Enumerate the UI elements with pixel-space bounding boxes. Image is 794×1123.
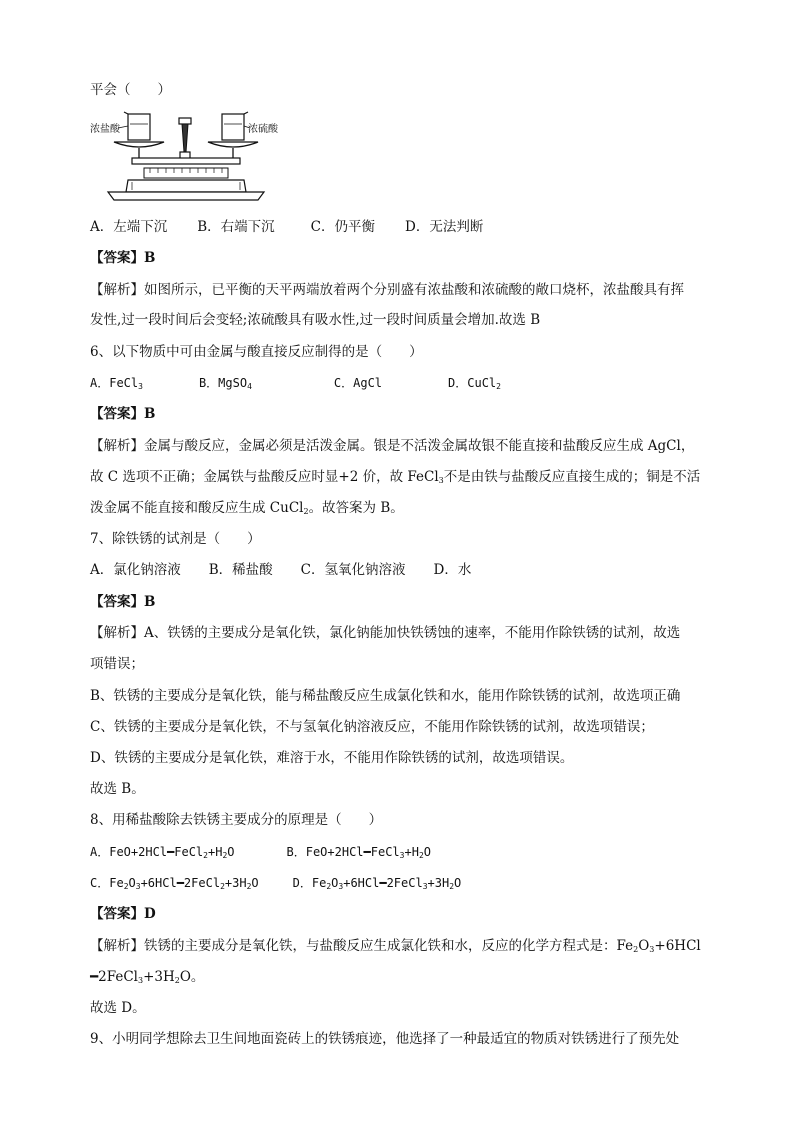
q7-analysis-line-1: 【解析】A、铁锈的主要成分是氧化铁，氯化钠能加快铁锈蚀的速率，不能用作除铁锈的试剂，故选 — [90, 625, 681, 641]
q8-options-row-2 — [90, 873, 461, 897]
q6-options — [90, 373, 501, 397]
left-beaker-label: 浓盐酸 — [90, 124, 120, 135]
q5-options — [90, 217, 483, 237]
q8-option-b: B．$FeO+2HCl━FeCl_3+H_2O$ — [286, 845, 431, 860]
q7-option-a: A．氯化钠溶液 — [90, 562, 181, 578]
q7-analysis-line-5: D、铁锈的主要成分是氧化铁，难溶于水，不能用作除铁锈的试剂，故选项错误。 — [90, 750, 574, 766]
q6-option-b: B．MgSO$_4$ — [198, 376, 252, 391]
q8-analysis-line-3: 故选 D。 — [90, 1000, 146, 1016]
q6-analysis-line-1: 【解析】金属与酸反应，金属必须是活泼金属。银是不活泼金属故银不能直接和盐酸反应生成 AgCl， — [90, 438, 695, 454]
q6-option-c: C．AgCl — [333, 376, 383, 390]
q6-analysis-line-3: 泼金属不能直接和酸反应生成 CuCl$_2$。故答案为 B。 — [90, 500, 404, 516]
q7-option-d: D．水 — [433, 562, 472, 578]
q6-answer: 【答案】B — [90, 406, 156, 422]
balance-figure — [88, 110, 288, 206]
q7-analysis-line-6: 故选 B。 — [90, 781, 145, 797]
q8-analysis-line-2: $━2FeCl_3+3H_2O$。 — [90, 969, 205, 985]
right-beaker-label: 浓硫酸 — [248, 124, 278, 135]
q5-option-d: D．无法判断 — [405, 219, 484, 235]
q5-analysis-line-2: 发性,过一段时间后会变轻;浓硫酸具有吸水性,过一段时间质量会增加.故选 B — [90, 312, 541, 328]
q6-option-a: A．FeCl$_3$ — [90, 376, 143, 391]
q6-analysis-line-2: 故 C 选项不正确；金属铁与盐酸反应时显+2 价，故 FeCl$_3$不是由铁与盐酸反应直接生成的；铜是不活 — [90, 469, 701, 485]
q9-stem: 9、小明同学想除去卫生间地面瓷砖上的铁锈痕迹，他选择了一种最适宜的物质对铁锈进行了预先处 — [90, 1031, 680, 1047]
q6-option-d: D．CuCl$_2$ — [448, 376, 501, 391]
q7-options — [90, 560, 471, 580]
q7-option-b: B．稀盐酸 — [208, 562, 273, 578]
q8-option-c: C．$Fe_2O_3+6HCl━2FeCl_2+3H_2O$ — [90, 876, 259, 891]
q5-option-c: C．仍平衡 — [310, 219, 376, 235]
q6-stem: 6、以下物质中可由金属与酸直接反应制得的是（ ） — [90, 344, 423, 360]
q7-stem: 7、除铁锈的试剂是（ ） — [90, 531, 261, 547]
q7-answer: 【答案】B — [90, 594, 156, 610]
q8-option-a: A．$FeO+2HCl━FeCl_2+H_2O$ — [90, 845, 235, 860]
q7-analysis-line-2: 项错误； — [90, 656, 144, 672]
q5-answer: 【答案】B — [90, 250, 156, 266]
q5-stem-tail: 平会（ ） — [90, 82, 171, 98]
q5-analysis-line-1: 【解析】如图所示，已平衡的天平两端放着两个分别盛有浓盐酸和浓硫酸的敞口烧杯，浓盐酸具有挥 — [90, 282, 684, 298]
q8-option-d: D．$Fe_2O_3+6HCl━2FeCl_3+3H_2O$ — [292, 876, 462, 891]
q7-option-c: C．氢氧化钠溶液 — [300, 562, 406, 578]
q5-option-b: B．右端下沉 — [197, 219, 275, 235]
q5-option-a: A．左端下沉 — [90, 219, 168, 235]
q7-analysis-line-4: C、铁锈的主要成分是氧化铁，不与氢氧化钠溶液反应，不能用作除铁锈的试剂，故选项错误； — [90, 719, 654, 735]
q7-analysis-line-3: B、铁锈的主要成分是氧化铁，能与稀盐酸反应生成氯化铁和水，能用作除铁锈的试剂，故选项正确 — [90, 688, 681, 704]
q8-analysis-line-1: 【解析】铁锈的主要成分是氧化铁，与盐酸反应生成氯化铁和水，反应的化学方程式是：$Fe_2O_3+6HCl$ — [90, 938, 701, 954]
q8-answer: 【答案】D — [90, 906, 156, 922]
q8-stem: 8、用稀盐酸除去铁锈主要成分的原理是（ ） — [90, 812, 383, 828]
q8-options-row-1 — [90, 842, 431, 866]
